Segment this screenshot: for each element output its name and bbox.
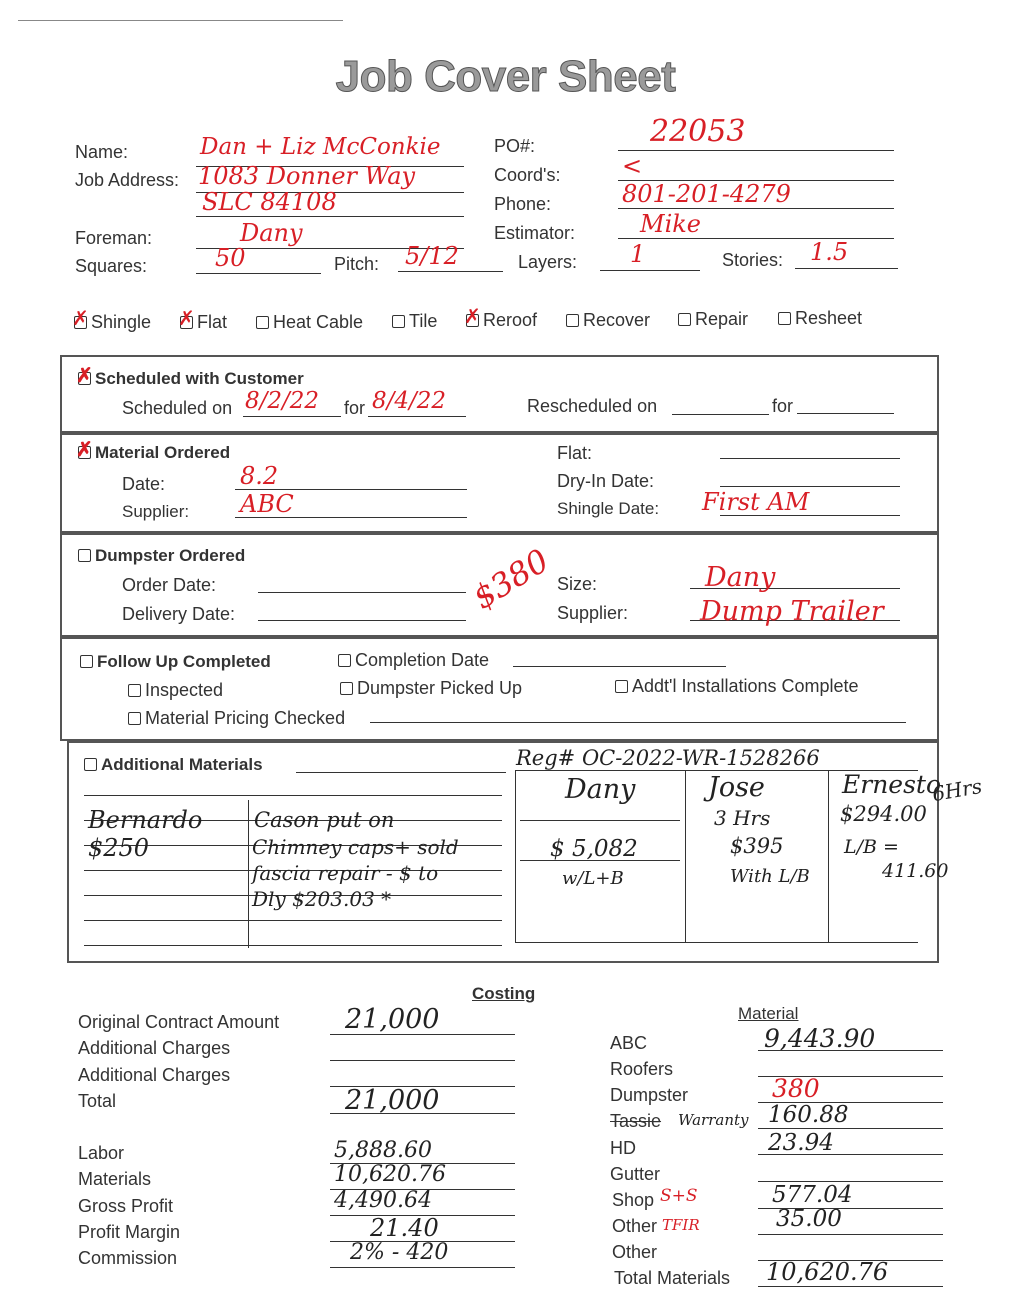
flat-line xyxy=(720,458,900,459)
material-cost-label: ABC xyxy=(610,1033,648,1053)
material-cost-label: Other xyxy=(612,1242,658,1262)
costing-heading: Costing xyxy=(472,984,536,1003)
column-divider xyxy=(248,800,249,948)
checkbox-icon[interactable] xyxy=(256,316,269,329)
material-supplier-value[interactable]: ABC xyxy=(240,490,294,518)
material-heading[interactable]: ✗ Material Ordered xyxy=(76,439,231,462)
squares-label: Squares: xyxy=(75,256,148,276)
scheduled-on-label: Scheduled on xyxy=(122,398,233,418)
ernesto-hours-note: 6Hrs xyxy=(930,773,984,807)
crew-table-line xyxy=(515,942,918,943)
estimator-value[interactable]: Mike xyxy=(640,210,701,238)
additional-heading-line xyxy=(296,772,506,773)
name-value[interactable]: Dan + Liz McConkie xyxy=(200,134,441,160)
dumpster-picked-check[interactable]: Dumpster Picked Up xyxy=(340,678,522,699)
shingle-date-value[interactable]: First AM xyxy=(702,488,810,516)
address-line-2 xyxy=(196,216,464,217)
costing-label: Total xyxy=(78,1091,117,1111)
scheduled-for-label: for xyxy=(344,398,366,418)
coords-value[interactable]: < xyxy=(622,152,643,180)
scheduled-section xyxy=(60,355,939,433)
material-cost-line xyxy=(758,1234,943,1235)
shop-note: S+S xyxy=(660,1186,698,1206)
costing-value[interactable]: 21,000 xyxy=(345,1085,440,1116)
address-value-2[interactable]: SLC 84108 xyxy=(202,188,337,216)
rescheduled-for-label: for xyxy=(772,396,794,416)
check-mark-icon: ✗ xyxy=(76,365,93,387)
jobtype-resheet[interactable]: Resheet xyxy=(778,308,862,329)
po-value[interactable]: 22053 xyxy=(650,114,746,149)
phone-label: Phone: xyxy=(494,194,552,214)
jobtype-repair[interactable]: Repair xyxy=(678,309,748,330)
jobtype-heat-cable[interactable]: Heat Cable xyxy=(256,312,363,333)
layers-line xyxy=(600,270,700,271)
additional-middle-line-2: Chimney caps+ sold xyxy=(252,835,459,859)
scan-edge-line xyxy=(18,20,343,21)
jobtype-flat[interactable]: ✗ Flat xyxy=(178,308,228,332)
crew-dany: Dany xyxy=(565,774,636,805)
costing-label: Commission xyxy=(78,1248,178,1268)
costing-label: Gross Profit xyxy=(78,1196,174,1216)
additional-middle-line-4: Dly $203.03 * xyxy=(252,887,392,911)
dumpster-size-label: Size: xyxy=(557,574,598,594)
costing-label: Additional Charges xyxy=(78,1038,231,1058)
additional-left-line-1: Bernardo xyxy=(88,806,203,834)
material-cost-line xyxy=(758,1128,943,1129)
material-cost-label: Total Materials xyxy=(614,1268,731,1288)
name-label: Name: xyxy=(75,142,129,162)
checkbox-icon[interactable] xyxy=(678,313,691,326)
costing-line xyxy=(330,1060,515,1061)
costing-line xyxy=(330,1267,515,1268)
scheduled-heading[interactable]: ✗ Scheduled with Customer xyxy=(76,365,304,388)
jose-note: With L/B xyxy=(730,866,810,887)
material-cost-value[interactable]: 9,443.90 xyxy=(764,1024,876,1053)
material-cost-value[interactable]: 10,620.76 xyxy=(766,1258,889,1286)
checkbox-icon[interactable] xyxy=(340,682,353,695)
estimator-line xyxy=(618,238,894,239)
completion-date-line xyxy=(513,666,726,667)
crew-table-divider xyxy=(828,770,829,942)
material-cost-value[interactable]: 23.94 xyxy=(768,1130,834,1156)
costing-label: Labor xyxy=(78,1143,125,1163)
address-label: Job Address: xyxy=(75,170,180,190)
dryin-label: Dry-In Date: xyxy=(557,471,655,491)
pitch-label: Pitch: xyxy=(334,254,380,274)
rescheduled-label: Rescheduled on xyxy=(527,396,658,416)
dumpster-delivery-line xyxy=(258,620,466,621)
material-cost-label: Shop xyxy=(612,1190,655,1210)
foreman-value[interactable]: Dany xyxy=(240,219,303,247)
ernesto-lb: L/B = xyxy=(844,836,899,858)
scheduled-for-value[interactable]: 8/4/22 xyxy=(372,388,447,414)
crew-row-line xyxy=(520,820,680,821)
additional-middle-line-3: fascia repair - $ to xyxy=(252,861,439,885)
po-line xyxy=(618,150,894,151)
warranty-note: Warranty xyxy=(678,1111,749,1129)
costing-label: Materials xyxy=(78,1169,152,1189)
layers-value[interactable]: 1 xyxy=(630,240,646,268)
costing-label: Additional Charges xyxy=(78,1065,231,1085)
shingle-date-label: Shingle Date: xyxy=(557,499,660,518)
ernesto-total: 411.60 xyxy=(882,860,949,882)
material-cost-label: Dumpster xyxy=(610,1085,689,1105)
dumpster-supplier-value[interactable]: Dump Trailer xyxy=(700,596,884,627)
dumpster-order-line xyxy=(258,592,466,593)
material-cost-label: Other xyxy=(612,1216,658,1236)
ruled-line xyxy=(84,795,502,796)
crew-ernesto: Ernesto xyxy=(842,770,942,799)
dumpster-order-label: Order Date: xyxy=(122,575,217,595)
costing-value[interactable]: 5,888.60 xyxy=(334,1138,432,1163)
costing-value[interactable]: 21.40 xyxy=(370,1214,439,1242)
estimator-label: Estimator: xyxy=(494,223,576,243)
crew-table-divider xyxy=(515,770,516,942)
check-mark-icon: ✗ xyxy=(76,439,93,461)
reg-number-note: Reg# OC-2022-WR-1528266 xyxy=(516,746,820,770)
jobtype-tile[interactable]: Tile xyxy=(392,311,437,332)
jobtype-reroof[interactable]: ✗ Reroof xyxy=(464,306,538,330)
rescheduled-line xyxy=(672,414,769,415)
additional-left-line-2: $250 xyxy=(88,834,150,862)
inspected-check[interactable]: Inspected xyxy=(128,680,223,701)
crew-jose: Jose xyxy=(708,772,765,803)
ruled-line xyxy=(84,945,502,946)
pitch-line xyxy=(398,271,503,272)
jose-hours: 3 Hrs xyxy=(714,806,771,830)
material-costs-heading: Material xyxy=(738,1004,799,1023)
rescheduled-for-line xyxy=(797,413,894,414)
material-cost-value[interactable]: 380 xyxy=(772,1074,820,1103)
material-pricing-check[interactable]: Material Pricing Checked xyxy=(128,708,345,729)
pitch-value[interactable]: 5/12 xyxy=(405,242,459,270)
stories-value[interactable]: 1.5 xyxy=(810,238,849,266)
material-cost-label: HD xyxy=(610,1138,636,1158)
dumpster-price-note: $380 xyxy=(466,541,556,617)
additional-heading[interactable]: Additional Materials xyxy=(84,755,263,775)
costing-label: Profit Margin xyxy=(78,1222,181,1242)
jobtype-shingle[interactable]: ✗ Shingle xyxy=(72,308,152,332)
squares-value[interactable]: 50 xyxy=(215,244,246,272)
checkbox-icon[interactable] xyxy=(392,315,405,328)
dany-amount: $ 5,082 xyxy=(550,836,638,862)
costing-value[interactable]: 10,620.76 xyxy=(334,1162,446,1187)
dany-note: w/L+B xyxy=(562,868,624,889)
material-cost-label: Roofers xyxy=(610,1059,674,1079)
check-mark-icon: ✗ xyxy=(72,308,89,330)
material-date-value[interactable]: 8.2 xyxy=(240,462,279,490)
check-mark-icon: ✗ xyxy=(178,308,195,330)
material-cost-value[interactable]: 160.88 xyxy=(768,1102,849,1128)
crew-table-divider xyxy=(685,770,686,942)
dumpster-delivery-label: Delivery Date: xyxy=(122,604,236,624)
material-cost-label: Tassie xyxy=(610,1111,662,1131)
address-value-1[interactable]: 1083 Donner Way xyxy=(198,162,416,190)
checkbox-icon[interactable] xyxy=(128,684,141,697)
check-mark-icon: ✗ xyxy=(464,306,481,328)
material-pricing-line xyxy=(370,722,906,723)
addtl-installations-check[interactable]: Addt'l Installations Complete xyxy=(615,676,859,697)
costing-value[interactable]: 2% - 420 xyxy=(350,1240,449,1265)
dumpster-size-value[interactable]: Dany xyxy=(705,562,776,593)
costing-value[interactable]: 21,000 xyxy=(345,1004,440,1035)
po-label: PO#: xyxy=(494,136,536,156)
dryin-line xyxy=(720,486,900,487)
ruled-line xyxy=(84,920,502,921)
stories-line xyxy=(795,268,898,269)
dumpster-heading[interactable]: Dumpster Ordered xyxy=(78,546,245,566)
flat-label: Flat: xyxy=(557,443,593,463)
jobtype-recover[interactable]: Recover xyxy=(566,310,650,331)
material-date-label: Date: xyxy=(122,474,166,494)
dumpster-supplier-label: Supplier: xyxy=(557,603,629,623)
coords-label: Coord's: xyxy=(494,165,561,185)
checkbox-icon[interactable] xyxy=(84,758,97,771)
other-note: TFIR xyxy=(662,1216,700,1234)
completion-date-label[interactable]: Completion Date xyxy=(338,650,489,671)
material-supplier-label: Supplier: xyxy=(122,502,190,521)
scheduled-on-line xyxy=(243,416,341,417)
checkbox-icon[interactable] xyxy=(78,549,91,562)
additional-middle-line-1: Cason put on xyxy=(254,808,395,832)
layers-label: Layers: xyxy=(518,252,578,272)
scheduled-for-line xyxy=(368,416,466,417)
material-cost-value[interactable]: 577.04 xyxy=(772,1182,853,1208)
costing-value[interactable]: 4,490.64 xyxy=(334,1188,432,1213)
foreman-label: Foreman: xyxy=(75,228,153,248)
followup-heading[interactable]: Follow Up Completed xyxy=(80,652,271,672)
checkbox-icon[interactable] xyxy=(778,312,791,325)
stories-label: Stories: xyxy=(722,250,784,270)
costing-label: Original Contract Amount xyxy=(78,1012,280,1032)
checkbox-icon[interactable] xyxy=(128,712,141,725)
material-cost-line xyxy=(758,1286,943,1287)
material-cost-value[interactable]: 35.00 xyxy=(776,1206,842,1232)
checkbox-icon[interactable] xyxy=(566,314,579,327)
squares-line xyxy=(196,273,321,274)
phone-line xyxy=(618,208,894,209)
jose-amount: $395 xyxy=(730,834,784,858)
checkbox-icon[interactable] xyxy=(338,654,351,667)
scheduled-on-value[interactable]: 8/2/22 xyxy=(245,388,320,414)
checkbox-icon[interactable] xyxy=(615,680,628,693)
phone-value[interactable]: 801-201-4279 xyxy=(622,180,791,208)
page-title: Job Cover Sheet xyxy=(335,52,676,101)
ernesto-amount: $294.00 xyxy=(840,802,927,826)
checkbox-icon[interactable] xyxy=(80,655,93,668)
material-cost-label: Gutter xyxy=(610,1164,661,1184)
